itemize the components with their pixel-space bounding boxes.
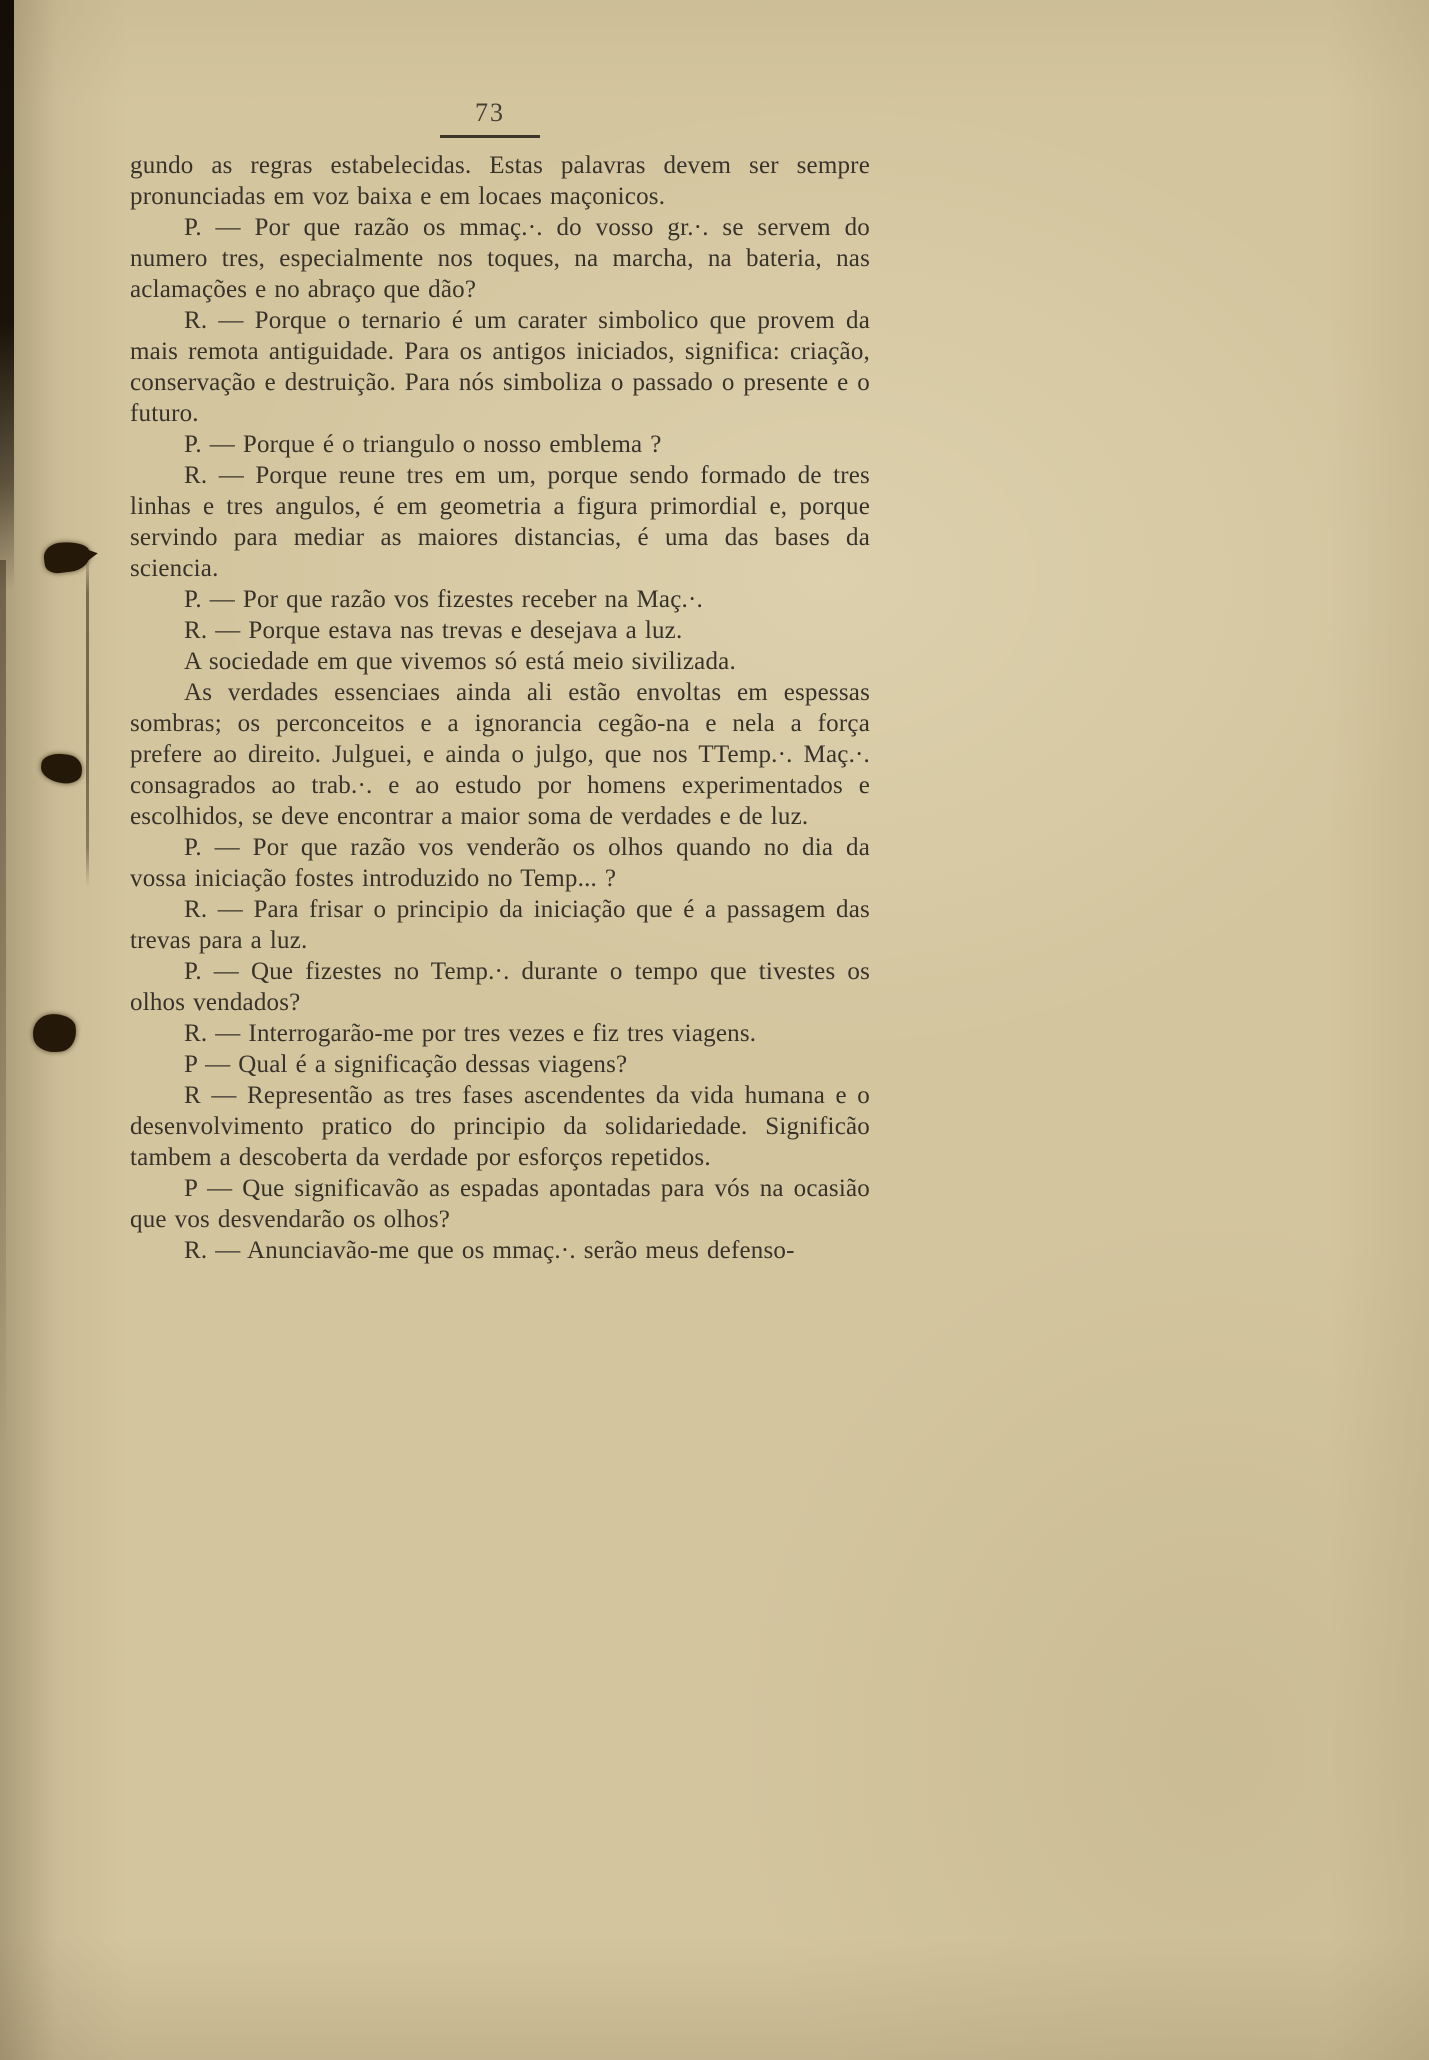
paragraph: P. — Por que razão os mmaç.·. do vosso gr.·. se servem do numero tres, especialmente nos toques, na marcha, na bateria, nas aclamações e no abraço que dão?	[130, 214, 870, 303]
paragraph: R. — Interrogarão-me por tres vezes e fiz tres viagens.	[184, 1020, 757, 1047]
paragraph: P — Qual é a significação dessas viagens?	[184, 1051, 628, 1078]
paper-damage-spot	[40, 752, 84, 785]
paragraph: P. — Por que razão vos venderão os olhos quando no dia da vossa iniciação fostes introduzido no Temp... ?	[130, 834, 870, 892]
paragraph: R. — Anunciavão-me que os mmaç.·. serão meus defenso-	[184, 1237, 795, 1264]
binding-edge-shadow-lower	[0, 560, 6, 1460]
paragraph: R. — Para frisar o principio da iniciação que é a passagem das trevas para a luz.	[130, 896, 870, 954]
text-block	[130, 150, 870, 1266]
paragraph: R. — Porque reune tres em um, porque sendo formado de tres linhas e tres angulos, é em geometria a figura primordial e, porque servindo para mediar as maiores distancias, é uma das bases da sciencia.	[130, 462, 870, 582]
paragraph: P. — Que fizestes no Temp.·. durante o tempo que tivestes os olhos vendados?	[130, 958, 870, 1016]
paper-damage-spot	[42, 539, 91, 574]
paragraph: As verdades essenciaes ainda ali estão envoltas em espessas sombras; os perconceitos e a ignorancia cegão-na e nela a força prefere ao direito. Julguei, e ainda o julgo, que nos TTemp.·. Maç.·. consagrados ao trab.·. e ao estudo por homens experimentados e escolhidos, se deve encontrar a maior soma de verdades e de luz.	[130, 679, 870, 830]
paragraph: P. — Porque é o triangulo o nosso emblema ?	[184, 431, 662, 458]
page-number: 73	[440, 98, 540, 138]
paragraph: A sociedade em que vivemos só está meio sivilizada.	[184, 648, 736, 675]
paragraph: R. — Porque o ternario é um carater simbolico que provem da mais remota antiguidade. Para os antigos iniciados, significa: criação, conservação e destruição. Para nós simboliza o passado o presente e o futuro.	[130, 307, 870, 427]
paragraph: P — Que significavão as espadas apontadas para vós na ocasião que vos desvendarão os olhos?	[130, 1175, 870, 1233]
paper-damage-spot	[32, 1013, 78, 1054]
paragraph: gundo as regras estabelecidas. Estas palavras devem ser sempre pronunciadas em voz baixa e em locaes maçonicos.	[130, 152, 870, 210]
binding-edge-shadow	[0, 0, 14, 590]
paragraph: R — Representão as tres fases ascendentes da vida humana e o desenvolvimento pratico do principio da solidariedade. Significão tambem a descoberta da verdade por esforços repetidos.	[130, 1082, 870, 1171]
paragraph: P. — Por que razão vos fizestes receber na Maç.·.	[184, 586, 703, 613]
paragraph: R. — Porque estava nas trevas e desejava a luz.	[184, 617, 683, 644]
gutter-crease-line	[86, 552, 89, 887]
